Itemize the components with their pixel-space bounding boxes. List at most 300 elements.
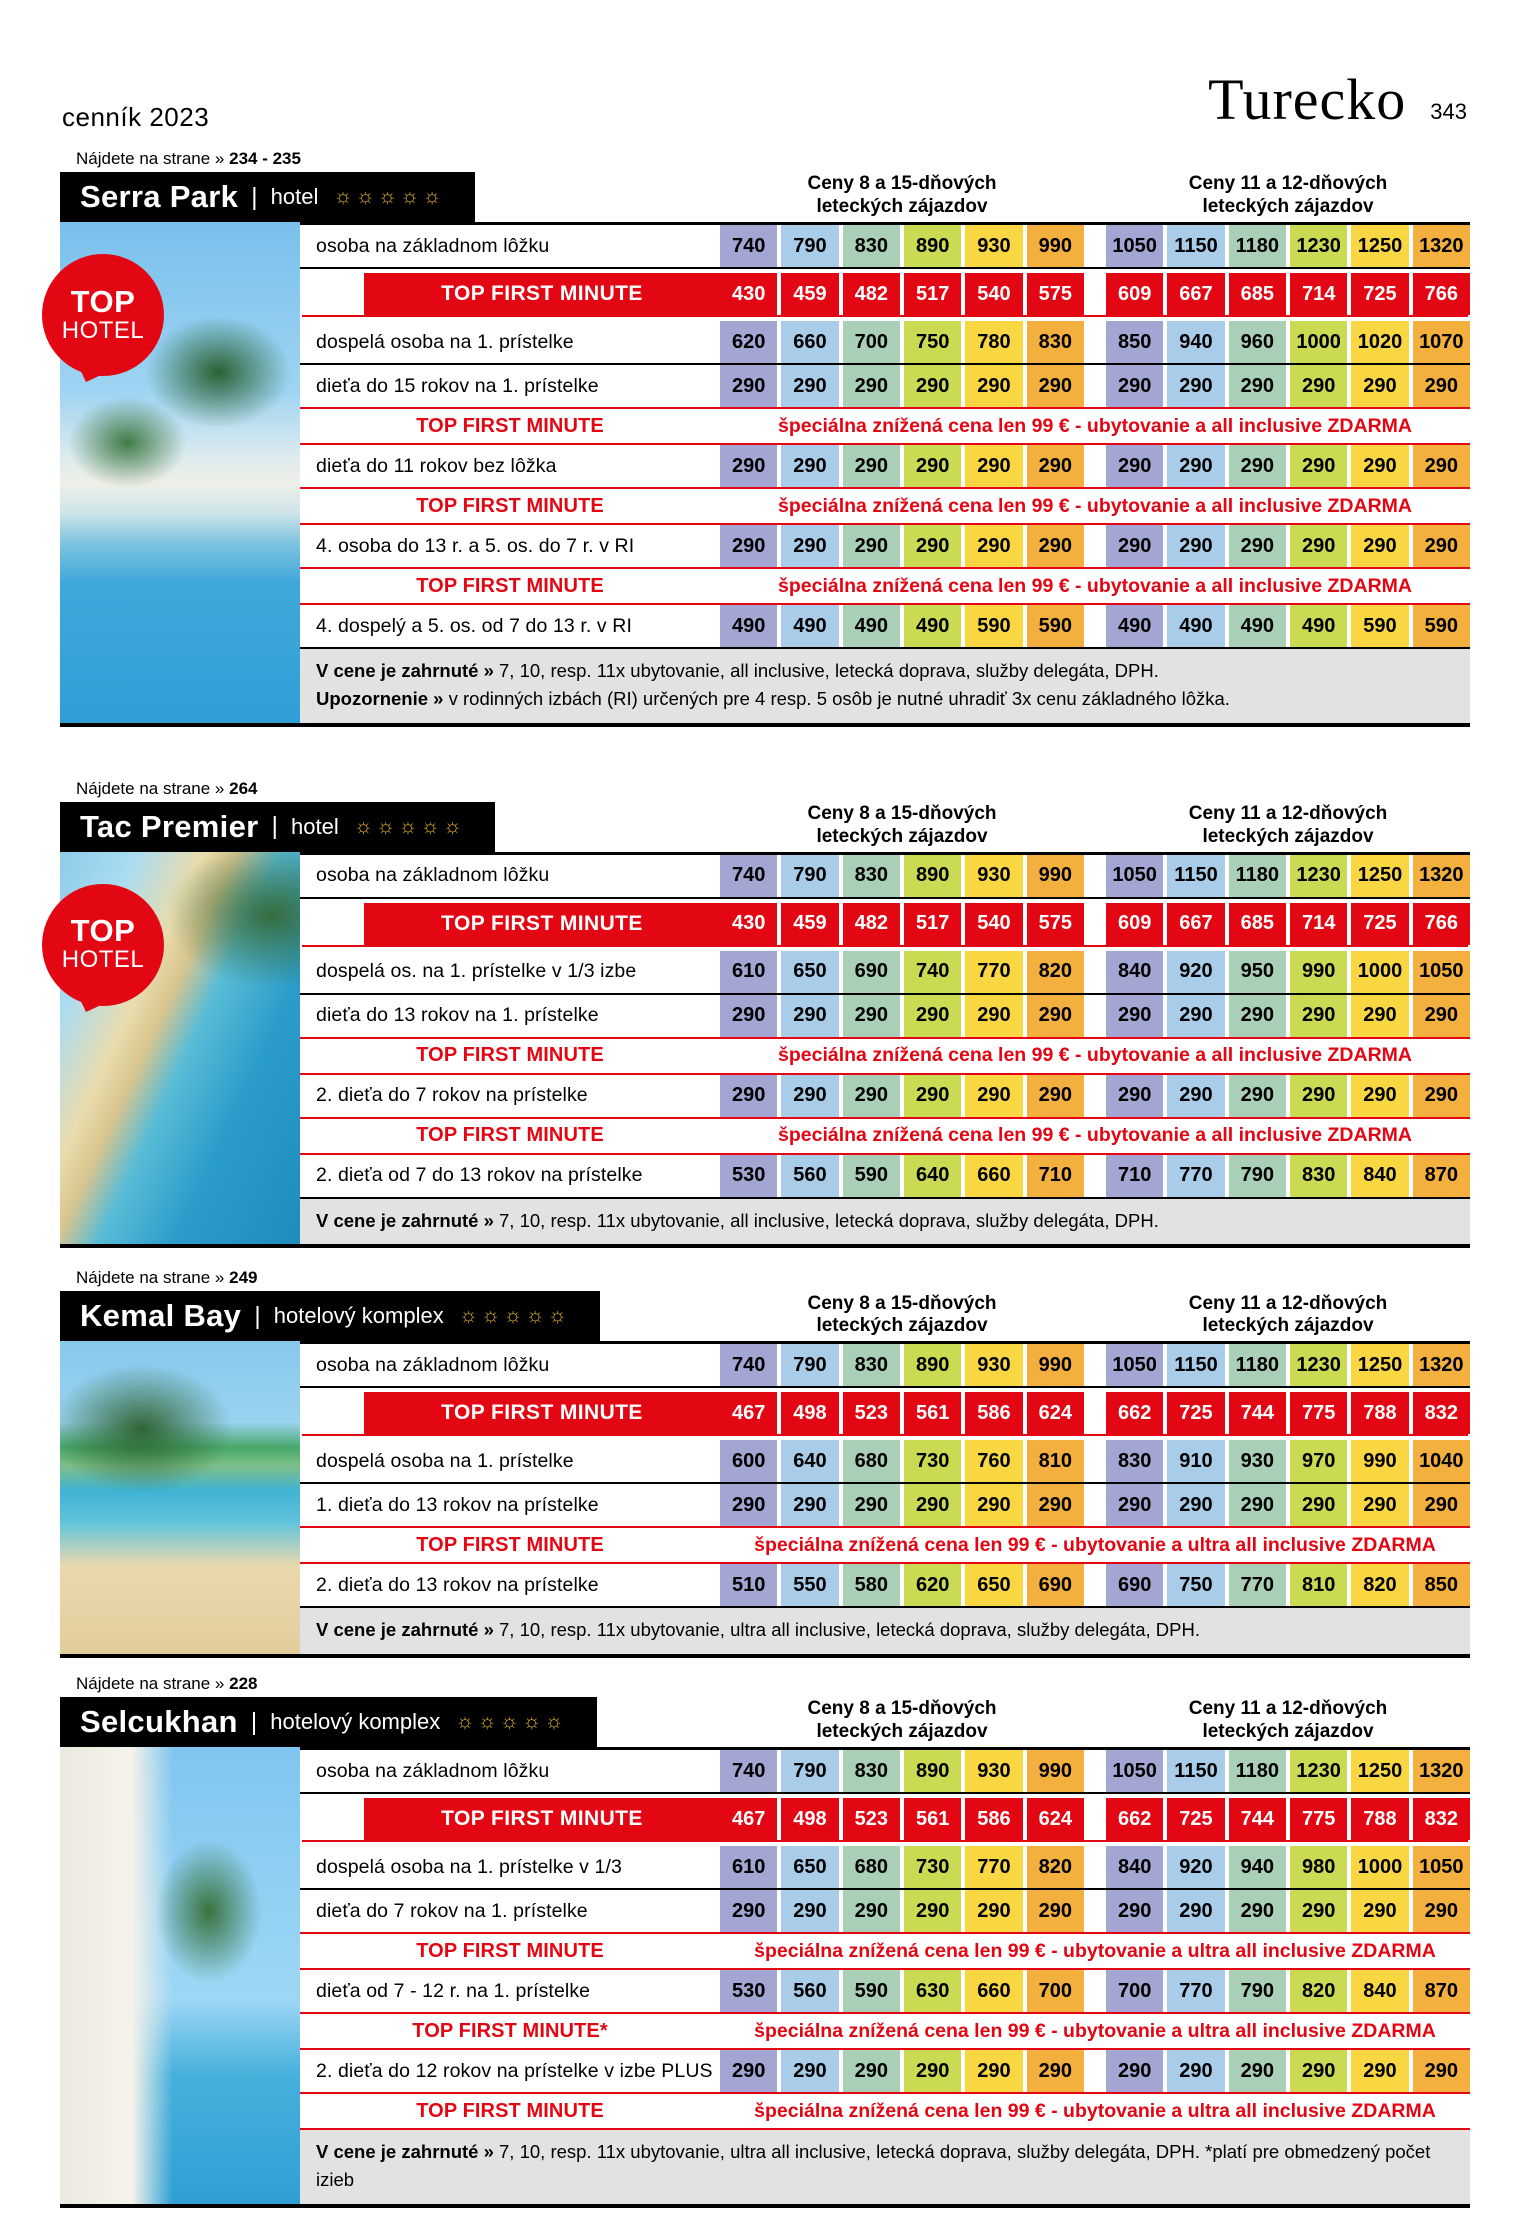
tfm-price-cell: 685 bbox=[1229, 273, 1286, 315]
price-cell: 730 bbox=[904, 1440, 961, 1482]
tfm-price-cell: 725 bbox=[1167, 1392, 1224, 1434]
price-cell: 290 bbox=[965, 365, 1022, 407]
price-cell: 290 bbox=[1027, 365, 1084, 407]
tfm-price-cell: 459 bbox=[781, 273, 838, 315]
price-cell: 1230 bbox=[1290, 1344, 1347, 1386]
price-cell: 290 bbox=[1290, 365, 1347, 407]
row-label: osoba na základnom lôžku bbox=[316, 1353, 550, 1376]
price-cell: 650 bbox=[781, 951, 838, 993]
price-cell: 830 bbox=[843, 1344, 900, 1386]
price-table bbox=[300, 1747, 1470, 2204]
tfm-text-label: TOP FIRST MINUTE bbox=[416, 414, 604, 437]
price-area bbox=[720, 321, 1470, 363]
price-cell: 290 bbox=[720, 2050, 777, 2092]
tfm-special-offer-text: špeciálna znížená cena len 99 € - ubytovanie a ultra all inclusive ZDARMA bbox=[754, 2019, 1436, 2042]
price-cell: 830 bbox=[843, 225, 900, 267]
separator-bar: | bbox=[250, 1707, 258, 1736]
top-first-minute-text-row bbox=[300, 409, 1470, 445]
price-cell: 640 bbox=[781, 1440, 838, 1482]
price-cell: 1050 bbox=[1106, 225, 1163, 267]
tfm-notch bbox=[300, 273, 364, 315]
price-cell: 640 bbox=[904, 1155, 961, 1197]
tfm-label: TOP FIRST MINUTE bbox=[364, 273, 720, 315]
price-cell: 290 bbox=[1229, 365, 1286, 407]
price-cell: 290 bbox=[720, 525, 777, 567]
star-icon: ☼ bbox=[522, 1710, 545, 1733]
price-cell: 290 bbox=[1290, 445, 1347, 487]
price-cell: 1150 bbox=[1167, 225, 1224, 267]
price-cell: 290 bbox=[904, 2050, 961, 2092]
price-area bbox=[720, 1528, 1470, 1562]
top-first-minute-price-row bbox=[300, 273, 1470, 315]
tfm-price-cell: 575 bbox=[1027, 273, 1084, 315]
table-row bbox=[300, 365, 1470, 409]
price-cell: 290 bbox=[1167, 525, 1224, 567]
price-cell: 290 bbox=[720, 365, 777, 407]
price-cell: 790 bbox=[781, 1344, 838, 1386]
price-cell: 290 bbox=[1290, 1484, 1347, 1526]
group-gap bbox=[1088, 903, 1102, 945]
price-cell: 290 bbox=[1229, 525, 1286, 567]
price-area bbox=[720, 903, 1470, 945]
price-cell: 810 bbox=[1290, 1564, 1347, 1606]
price-group-title-line2: leteckých zájazdov bbox=[1202, 1315, 1374, 1337]
price-cell: 850 bbox=[1413, 1564, 1470, 1606]
hotel-category: hotel bbox=[270, 184, 319, 209]
tfm-price-cell: 609 bbox=[1106, 273, 1163, 315]
table-row bbox=[300, 1564, 1470, 1608]
group-gap bbox=[1088, 1564, 1102, 1606]
star-icon: ☼ bbox=[458, 1304, 481, 1328]
tfm-price-cell: 662 bbox=[1106, 1392, 1163, 1434]
find-label: Nájdete na strane » bbox=[76, 1674, 230, 1693]
price-group-title-line1: Ceny 8 a 15-dňových bbox=[807, 1698, 997, 1720]
note-line bbox=[316, 1207, 1454, 1235]
tfm-price-cell: 725 bbox=[1351, 903, 1408, 945]
price-group-title-2 bbox=[1106, 1698, 1470, 1744]
star-icon: ☼ bbox=[525, 1304, 548, 1328]
table-row bbox=[300, 2050, 1470, 2094]
hotel-name: Tac Premier bbox=[80, 808, 259, 844]
tfm-text-label: TOP FIRST MINUTE bbox=[416, 1124, 604, 1146]
group-gap bbox=[1088, 1970, 1102, 2012]
price-group-title-line2: leteckých zájazdov bbox=[1202, 196, 1374, 218]
tfm-price-cell: 775 bbox=[1290, 1392, 1347, 1434]
price-cell: 290 bbox=[781, 2050, 838, 2092]
price-group-title-line1: Ceny 8 a 15-dňových bbox=[807, 802, 997, 824]
table-row bbox=[300, 1970, 1470, 2014]
price-cell: 290 bbox=[1106, 995, 1163, 1037]
row-label: dospelá osoba na 1. prístelke bbox=[316, 330, 574, 353]
tfm-price-cell: 523 bbox=[843, 1798, 900, 1840]
price-area bbox=[720, 605, 1470, 647]
price-cell: 290 bbox=[965, 525, 1022, 567]
price-cell: 290 bbox=[904, 1075, 961, 1117]
table-row bbox=[300, 855, 1470, 899]
price-cell: 690 bbox=[1027, 1564, 1084, 1606]
star-icon: ☼ bbox=[333, 185, 356, 208]
price-cell: 820 bbox=[1027, 1846, 1084, 1888]
price-area bbox=[720, 1798, 1470, 1840]
hotel-category: hotelový komplex bbox=[270, 1709, 441, 1734]
price-cell: 1250 bbox=[1351, 855, 1408, 897]
price-cell: 1050 bbox=[1413, 1846, 1470, 1888]
price-cell: 830 bbox=[1106, 1440, 1163, 1482]
row-label: 2. dieťa do 12 rokov na prístelke v izbe PLUS bbox=[316, 2059, 713, 2082]
note-line bbox=[316, 657, 1454, 685]
price-area bbox=[720, 1970, 1470, 2012]
tfm-price-cell: 832 bbox=[1413, 1392, 1470, 1434]
head-row bbox=[60, 802, 1470, 852]
group-gap bbox=[1088, 525, 1102, 567]
group-gap bbox=[1088, 445, 1102, 487]
tfm-price-cell: 714 bbox=[1290, 273, 1347, 315]
price-cell: 600 bbox=[720, 1440, 777, 1482]
tfm-price-cell: 667 bbox=[1167, 903, 1224, 945]
price-cell: 930 bbox=[965, 1750, 1022, 1792]
title-wrap bbox=[1208, 66, 1467, 133]
separator-bar: | bbox=[251, 182, 258, 211]
price-cell: 910 bbox=[1167, 1440, 1224, 1482]
tfm-text-label: TOP FIRST MINUTE bbox=[416, 1044, 604, 1066]
find-line bbox=[60, 149, 1470, 169]
price-cell: 290 bbox=[1167, 1075, 1224, 1117]
included-note bbox=[300, 649, 1470, 723]
tfm-price-cell: 586 bbox=[965, 1392, 1022, 1434]
hotel-blocks bbox=[0, 149, 1529, 2208]
hotel-stars bbox=[354, 815, 465, 839]
price-cell: 690 bbox=[1106, 1564, 1163, 1606]
price-cell: 290 bbox=[720, 995, 777, 1037]
price-cell: 1320 bbox=[1413, 225, 1470, 267]
tfm-price-cell: 662 bbox=[1106, 1798, 1163, 1840]
find-label: Nájdete na strane » bbox=[76, 778, 230, 798]
price-group-title-line2: leteckých zájazdov bbox=[1202, 1721, 1374, 1743]
top-hotel-badge bbox=[42, 254, 164, 376]
price-cell: 990 bbox=[1290, 951, 1347, 993]
tfm-price-cell: 609 bbox=[1106, 903, 1163, 945]
price-group-title-line2: leteckých zájazdov bbox=[816, 1315, 988, 1337]
price-cell: 950 bbox=[1229, 951, 1286, 993]
tfm-special-offer-text: špeciálna znížená cena len 99 € - ubytovanie a ultra all inclusive ZDARMA bbox=[754, 1533, 1436, 1556]
hotel-stars bbox=[333, 185, 444, 209]
group-gap bbox=[1088, 1484, 1102, 1526]
price-area bbox=[720, 995, 1470, 1037]
price-cell: 290 bbox=[1351, 525, 1408, 567]
price-group-title-line2: leteckých zájazdov bbox=[816, 825, 988, 847]
top-hotel-badge-line2: HOTEL bbox=[61, 946, 145, 974]
tfm-price-cell: 561 bbox=[904, 1392, 961, 1434]
price-cell: 840 bbox=[1106, 951, 1163, 993]
price-area bbox=[720, 1484, 1470, 1526]
price-group-title-line2: leteckých zájazdov bbox=[816, 1721, 988, 1743]
top-hotel-badge bbox=[42, 884, 164, 1006]
price-cell: 810 bbox=[1027, 1440, 1084, 1482]
price-cell: 290 bbox=[781, 365, 838, 407]
price-cell: 290 bbox=[1167, 1484, 1224, 1526]
top-hotel-badge-line2: HOTEL bbox=[61, 316, 145, 344]
price-cell: 290 bbox=[1106, 365, 1163, 407]
price-cell: 560 bbox=[781, 1155, 838, 1197]
note-lead: V cene je zahrnuté » bbox=[316, 1209, 500, 1231]
tfm-label: TOP FIRST MINUTE bbox=[364, 903, 720, 945]
price-cell: 920 bbox=[1167, 951, 1224, 993]
tfm-special-offer-text: špeciálna znížená cena len 99 € - ubytovanie a all inclusive ZDARMA bbox=[778, 1124, 1412, 1146]
group-gap bbox=[1088, 1344, 1102, 1386]
price-cell: 290 bbox=[843, 1075, 900, 1117]
page-number: 343 bbox=[1430, 99, 1467, 124]
tfm-price-cell: 832 bbox=[1413, 1798, 1470, 1840]
row-label: dospelá os. na 1. prístelke v 1/3 izbe bbox=[316, 960, 637, 982]
price-area bbox=[720, 1440, 1470, 1482]
tfm-price-cell: 624 bbox=[1027, 1798, 1084, 1840]
price-cell: 930 bbox=[965, 225, 1022, 267]
price-cell: 1180 bbox=[1229, 1750, 1286, 1792]
separator-bar: | bbox=[271, 812, 278, 840]
price-cell: 290 bbox=[720, 1890, 777, 1932]
price-area bbox=[720, 951, 1470, 993]
price-cell: 750 bbox=[1167, 1564, 1224, 1606]
price-cell: 290 bbox=[1167, 365, 1224, 407]
top-first-minute-text-row bbox=[300, 1528, 1470, 1564]
table-row bbox=[300, 525, 1470, 569]
hotel-body bbox=[60, 1747, 1470, 2208]
note-lead: V cene je zahrnuté » bbox=[316, 1619, 500, 1641]
head-row bbox=[60, 172, 1470, 222]
price-cell: 290 bbox=[1027, 525, 1084, 567]
price-group-title-1 bbox=[720, 1293, 1084, 1339]
top-first-minute-text-row bbox=[300, 569, 1470, 605]
price-area bbox=[720, 2050, 1470, 2092]
price-cell: 890 bbox=[904, 855, 961, 897]
row-label: 2. dieťa od 7 do 13 rokov na prístelke bbox=[316, 1164, 643, 1186]
price-group-title-1 bbox=[720, 173, 1084, 219]
price-cell: 1150 bbox=[1167, 1344, 1224, 1386]
hotel-block-4 bbox=[60, 1674, 1470, 2208]
find-line bbox=[60, 1674, 1470, 1694]
top-first-minute-text-row bbox=[300, 2094, 1470, 2130]
group-gap bbox=[1088, 321, 1102, 363]
price-cell: 290 bbox=[843, 525, 900, 567]
top-first-minute-price-row bbox=[300, 903, 1470, 945]
price-cell: 290 bbox=[965, 1075, 1022, 1117]
tfm-price-cell: 523 bbox=[843, 1392, 900, 1434]
tfm-special-offer-text: špeciálna znížená cena len 99 € - ubytovanie a ultra all inclusive ZDARMA bbox=[754, 2099, 1436, 2122]
row-label: dospelá osoba na 1. prístelke v 1/3 bbox=[316, 1855, 622, 1878]
table-row bbox=[300, 1484, 1470, 1528]
row-label: dieťa do 11 rokov bez lôžka bbox=[316, 454, 557, 477]
tfm-price-cell: 744 bbox=[1229, 1798, 1286, 1840]
price-cell: 560 bbox=[781, 1970, 838, 2012]
page-header bbox=[62, 66, 1467, 133]
price-cell: 840 bbox=[1106, 1846, 1163, 1888]
star-icon: ☼ bbox=[377, 185, 401, 208]
price-cell: 1180 bbox=[1229, 1344, 1286, 1386]
price-cell: 290 bbox=[904, 1484, 961, 1526]
star-icon: ☼ bbox=[353, 814, 376, 838]
table-row bbox=[300, 445, 1470, 489]
price-cell: 1050 bbox=[1413, 951, 1470, 993]
price-cell: 290 bbox=[781, 1075, 838, 1117]
table-row bbox=[300, 1440, 1470, 1484]
find-pages: 249 bbox=[229, 1268, 258, 1288]
price-cell: 870 bbox=[1413, 1970, 1470, 2012]
price-cell: 1040 bbox=[1413, 1440, 1470, 1482]
tfm-notch bbox=[300, 1392, 364, 1434]
price-area bbox=[720, 1934, 1470, 1968]
price-area bbox=[720, 1039, 1470, 1073]
group-gap bbox=[1088, 1798, 1102, 1840]
hotel-body bbox=[60, 852, 1470, 1249]
hotel-photo bbox=[60, 852, 300, 1245]
price-cell: 290 bbox=[1229, 1890, 1286, 1932]
tfm-price-cell: 430 bbox=[720, 273, 777, 315]
table-row bbox=[300, 995, 1470, 1039]
price-area bbox=[720, 525, 1470, 567]
tfm-text-label: TOP FIRST MINUTE bbox=[416, 494, 604, 517]
price-area bbox=[720, 1890, 1470, 1932]
price-cell: 290 bbox=[1351, 1075, 1408, 1117]
price-cell: 290 bbox=[1351, 2050, 1408, 2092]
note-text: v rodinných izbách (RI) určených pre 4 resp. 5 osôb je nutné uhradiť 3x cenu základného lôžka. bbox=[448, 687, 1230, 709]
price-cell: 990 bbox=[1027, 1750, 1084, 1792]
hotel-block-3 bbox=[60, 1268, 1470, 1658]
find-pages: 264 bbox=[229, 778, 258, 798]
star-icon: ☼ bbox=[442, 814, 465, 838]
price-cell: 290 bbox=[1351, 1484, 1408, 1526]
price-cell: 290 bbox=[1229, 445, 1286, 487]
price-cell: 1020 bbox=[1351, 321, 1408, 363]
row-label: dieťa do 13 rokov na 1. prístelke bbox=[316, 1004, 599, 1026]
table-row bbox=[300, 321, 1470, 365]
note-lead: Upozornenie » bbox=[316, 687, 449, 709]
top-first-minute-text-row bbox=[300, 1039, 1470, 1075]
price-cell: 290 bbox=[1290, 2050, 1347, 2092]
included-note bbox=[300, 2130, 1470, 2204]
star-icon: ☼ bbox=[503, 1304, 526, 1328]
price-group-title-1 bbox=[720, 1698, 1084, 1744]
row-label: dieťa od 7 - 12 r. na 1. prístelke bbox=[316, 1979, 591, 2002]
price-group-title-line1: Ceny 11 a 12-dňových bbox=[1188, 802, 1388, 824]
hotel-category: hotel bbox=[291, 813, 339, 839]
hotel-block-1 bbox=[60, 149, 1470, 727]
price-cell: 290 bbox=[781, 1890, 838, 1932]
price-cell: 920 bbox=[1167, 1846, 1224, 1888]
hotel-photo bbox=[60, 1747, 300, 2204]
tfm-price-cell: 725 bbox=[1351, 273, 1408, 315]
price-group-title-line2: leteckých zájazdov bbox=[1202, 825, 1374, 847]
price-cell: 770 bbox=[1167, 1970, 1224, 2012]
hotel-photo bbox=[60, 222, 300, 723]
price-cell: 790 bbox=[781, 855, 838, 897]
price-area bbox=[720, 569, 1470, 603]
price-cell: 290 bbox=[965, 445, 1022, 487]
price-cell: 290 bbox=[1106, 2050, 1163, 2092]
top-first-minute-text-row bbox=[300, 1119, 1470, 1155]
price-cell: 1050 bbox=[1106, 1344, 1163, 1386]
star-icon: ☼ bbox=[544, 1710, 567, 1733]
tfm-notch bbox=[300, 903, 364, 945]
price-area bbox=[720, 1344, 1470, 1386]
price-area bbox=[720, 2094, 1470, 2128]
price-cell: 290 bbox=[965, 1484, 1022, 1526]
table-row bbox=[300, 1750, 1470, 1794]
note-text: 7, 10, resp. 11x ubytovanie, ultra all inclusive, letecká doprava, služby delegáta, DPH. *platí pre obmedzený počet izieb bbox=[316, 2141, 1431, 2190]
note-text: 7, 10, resp. 11x ubytovanie, all inclusive, letecká doprava, služby delegáta, DPH. bbox=[499, 1209, 1159, 1231]
price-group-title-line1: Ceny 8 a 15-dňových bbox=[807, 1292, 997, 1314]
price-cell: 290 bbox=[1413, 1484, 1470, 1526]
price-cell: 290 bbox=[720, 1075, 777, 1117]
table-row bbox=[300, 1890, 1470, 1934]
price-cell: 290 bbox=[904, 525, 961, 567]
price-cell: 290 bbox=[1351, 365, 1408, 407]
price-cell: 680 bbox=[843, 1440, 900, 1482]
star-icon: ☼ bbox=[422, 185, 445, 208]
top-first-minute-text-row bbox=[300, 489, 1470, 525]
price-group-title-1 bbox=[720, 803, 1084, 849]
tfm-price-cell: 685 bbox=[1229, 903, 1286, 945]
price-cell: 660 bbox=[965, 1970, 1022, 2012]
price-cell: 960 bbox=[1229, 321, 1286, 363]
hotel-stars bbox=[459, 1304, 570, 1328]
hotel-name: Kemal Bay bbox=[80, 1298, 242, 1334]
group-gap bbox=[1088, 605, 1102, 647]
hotel-name: Serra Park bbox=[80, 179, 239, 214]
price-cell: 930 bbox=[1229, 1440, 1286, 1482]
group-gap bbox=[1088, 1155, 1102, 1197]
tfm-price-cell: 498 bbox=[781, 1798, 838, 1840]
price-cell: 590 bbox=[1351, 605, 1408, 647]
price-area bbox=[720, 1392, 1470, 1434]
tfm-price-cell: 586 bbox=[965, 1798, 1022, 1840]
star-icon: ☼ bbox=[400, 185, 423, 208]
price-area bbox=[720, 273, 1470, 315]
tfm-price-cell: 482 bbox=[843, 903, 900, 945]
hotel-body bbox=[60, 222, 1470, 727]
price-cell: 290 bbox=[720, 1484, 777, 1526]
price-cell: 700 bbox=[1106, 1970, 1163, 2012]
tfm-text-label: TOP FIRST MINUTE* bbox=[412, 2019, 608, 2042]
tfm-price-cell: 788 bbox=[1351, 1392, 1408, 1434]
price-cell: 1230 bbox=[1290, 1750, 1347, 1792]
star-icon: ☼ bbox=[480, 1304, 504, 1328]
tfm-label-wrap bbox=[300, 1798, 720, 1840]
price-group-title-line1: Ceny 8 a 15-dňových bbox=[807, 173, 997, 195]
group-gap bbox=[1088, 1846, 1102, 1888]
price-cell: 490 bbox=[781, 605, 838, 647]
price-cell: 490 bbox=[1229, 605, 1286, 647]
tfm-label: TOP FIRST MINUTE bbox=[364, 1392, 720, 1434]
group-gap bbox=[1088, 365, 1102, 407]
price-cell: 290 bbox=[904, 995, 961, 1037]
price-cell: 970 bbox=[1290, 1440, 1347, 1482]
price-cell: 890 bbox=[904, 1750, 961, 1792]
price-cell: 940 bbox=[1229, 1846, 1286, 1888]
tfm-text-label: TOP FIRST MINUTE bbox=[416, 574, 604, 597]
price-cell: 290 bbox=[904, 365, 961, 407]
price-cell: 290 bbox=[1413, 1890, 1470, 1932]
star-icon: ☼ bbox=[355, 185, 378, 208]
group-gap bbox=[1088, 1890, 1102, 1932]
tfm-price-cell: 725 bbox=[1167, 1798, 1224, 1840]
included-note bbox=[300, 1199, 1470, 1245]
price-cell: 290 bbox=[843, 1890, 900, 1932]
price-cell: 590 bbox=[843, 1970, 900, 2012]
price-cell: 1000 bbox=[1351, 1846, 1408, 1888]
price-group-title-line1: Ceny 11 a 12-dňových bbox=[1188, 1292, 1388, 1314]
top-first-minute-price-row bbox=[300, 1798, 1470, 1840]
price-cell: 290 bbox=[965, 1890, 1022, 1932]
